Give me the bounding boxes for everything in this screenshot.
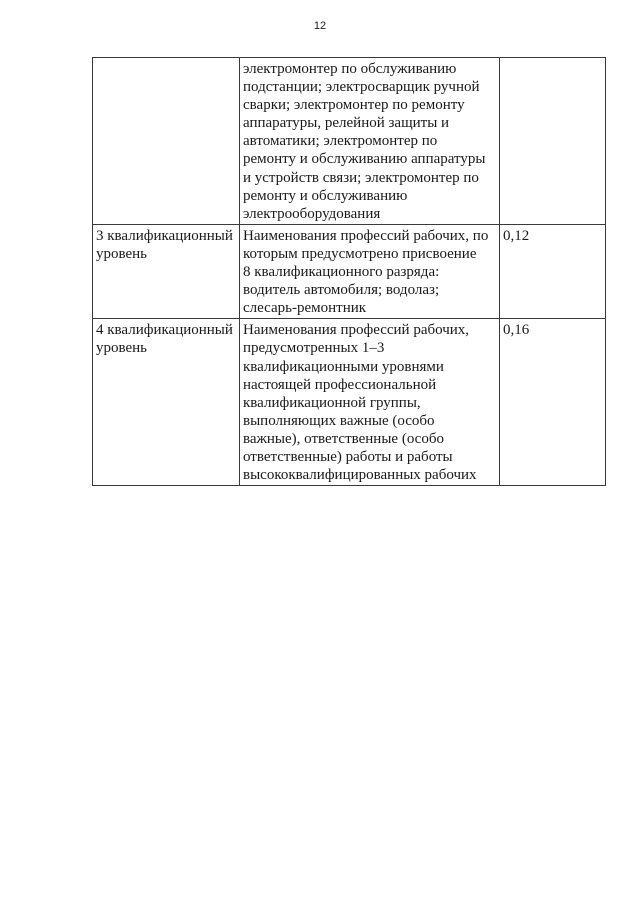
table-row [93, 319, 606, 486]
table-row [93, 224, 606, 318]
coefficient-cell [500, 224, 606, 318]
qualification-level-cell [93, 224, 240, 318]
qualification-table [92, 57, 606, 486]
qualification-level-cell [93, 58, 240, 225]
page-number: 12 [313, 20, 327, 32]
profession-description-text: Наименования профессий рабочих, по которым предусмотрено присвоение 8 квалификационного разряда: водитель автомобиля; водолаз; слесарь-ремонтник [243, 227, 489, 317]
coefficient-text: 0,16 [503, 322, 530, 339]
profession-description-cell [240, 58, 500, 225]
profession-description-cell [240, 224, 500, 318]
qualification-level-text: 3 квалификационный уровень [96, 227, 233, 262]
table-row [93, 58, 606, 225]
profession-description-cell [240, 319, 500, 486]
coefficient-cell [500, 58, 606, 225]
qualification-level-cell [93, 319, 240, 486]
profession-description-text: Наименования профессий рабочих, предусмотренных 1–3 квалификационными уровнями настоящей профессиональной квалификационной группы, выполняющих важные (особо важные), ответственные (особо ответственные) работы и работы высококвалифицированных рабочих [243, 322, 477, 484]
coefficient-text: 0,12 [503, 227, 530, 244]
coefficient-cell [500, 319, 606, 486]
qualification-level-text: 4 квалификационный уровень [96, 322, 233, 357]
profession-description-text: электромонтер по обслуживанию подстанции; электросварщик ручной сварки; электромонтер по ремонту аппаратуры, релейной защиты и автоматики; электромонтер по ремонту и обслуживанию аппаратуры и устройств связи; электромонтер по ремонту и обслуживанию электрооборудования [243, 61, 486, 222]
